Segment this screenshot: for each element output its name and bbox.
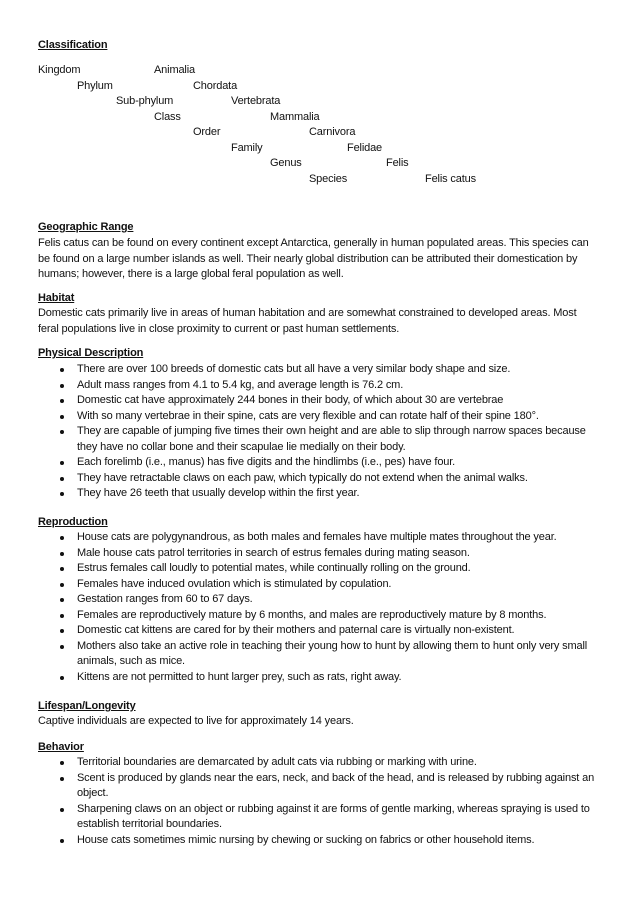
classification-rank: Sub-phylum	[116, 95, 174, 107]
classification-rank: Class	[154, 111, 181, 123]
list-item: Estrus females call loudly to potential mates, while continually rolling on the ground.	[38, 561, 598, 577]
list-item: House cats are polygynandrous, as both males and females have multiple mates throughout the year.	[38, 530, 598, 546]
classification-rank: Kingdom	[38, 64, 81, 76]
lifespan-text: Captive individuals are expected to live for approximately 14 years.	[38, 715, 354, 727]
list-item: Females have induced ovulation which is stimulated by copulation.	[38, 577, 598, 593]
reproduction-list	[38, 530, 598, 685]
classification-name: Carnivora	[309, 126, 356, 138]
classification-rank: Genus	[270, 157, 302, 169]
habitat-heading: Habitat	[38, 292, 75, 304]
classification-rank: Species	[309, 173, 348, 185]
list-item: Sharpening claws on an object or rubbing against it are forms of gentle marking, whereas spraying is used to establish territorial boundaries.	[38, 802, 598, 833]
classification-rank: Order	[193, 126, 221, 138]
classification-name: Felis	[386, 157, 409, 169]
behavior-list	[38, 755, 598, 848]
classification-name: Chordata	[193, 80, 238, 92]
list-item: Kittens are not permitted to hunt larger prey, such as rats, right away.	[38, 670, 598, 686]
list-item: With so many vertebrae in their spine, cats are very flexible and can rotate half of their spine 180°.	[38, 409, 598, 425]
classification-rank: Family	[231, 142, 263, 154]
geographic-range-text: Felis catus can be found on every continent except Antarctica, generally in human populated areas. This species can be found on a large number islands as well. Their nearly global distribution can be attributed their domestication by humans; however, there is a large global feral population as well.	[38, 237, 589, 280]
list-item: House cats sometimes mimic nursing by chewing or sucking on fabrics or other household items.	[38, 833, 598, 849]
behavior-heading: Behavior	[38, 741, 84, 753]
classification-name: Animalia	[154, 64, 195, 76]
list-item: Domestic cat have approximately 244 bones in their body, of which about 30 are vertebrae	[38, 393, 598, 409]
classification-name: Mammalia	[270, 111, 320, 123]
classification-rank: Phylum	[77, 80, 113, 92]
list-item: Gestation ranges from 60 to 67 days.	[38, 592, 598, 608]
classification-name: Felis catus	[425, 173, 476, 185]
habitat-text: Domestic cats primarily live in areas of human habitation and are somewhat constrained to developed areas. Most feral populations live in close proximity to current or past human settlements.	[38, 307, 577, 335]
list-item: They have retractable claws on each paw, which typically do not extend when the animal walks.	[38, 471, 598, 487]
list-item: Females are reproductively mature by 6 months, and males are reproductively mature by 8 months.	[38, 608, 598, 624]
classification-name: Felidae	[347, 142, 383, 154]
list-item: There are over 100 breeds of domestic cats but all have a very similar body shape and size.	[38, 362, 598, 378]
list-item: Territorial boundaries are demarcated by adult cats via rubbing or marking with urine.	[38, 755, 598, 771]
geographic-range-heading: Geographic Range	[38, 221, 134, 233]
list-item: They are capable of jumping five times their own height and are able to slip through narrow spaces because they have no collar bone and their scapulae lie medially on their body.	[38, 424, 598, 455]
list-item: They have 26 teeth that usually develop within the first year.	[38, 486, 598, 502]
physical-description-heading: Physical Description	[38, 347, 144, 359]
list-item: Adult mass ranges from 4.1 to 5.4 kg, and average length is 76.2 cm.	[38, 378, 598, 394]
list-item: Scent is produced by glands near the ears, neck, and back of the head, and is released by rubbing against an object.	[38, 771, 598, 802]
list-item: Domestic cat kittens are cared for by their mothers and paternal care is virtually non-existent.	[38, 623, 598, 639]
lifespan-heading: Lifespan/Longevity	[38, 700, 136, 712]
list-item: Mothers also take an active role in teaching their young how to hunt by allowing them to hunt only very small animals, such as mice.	[38, 639, 598, 670]
list-item: Male house cats patrol territories in search of estrus females during mating season.	[38, 546, 598, 562]
physical-description-list	[38, 362, 598, 502]
list-item: Each forelimb (i.e., manus) has five digits and the hindlimbs (i.e., pes) have four.	[38, 455, 598, 471]
reproduction-heading: Reproduction	[38, 516, 108, 528]
classification-name: Vertebrata	[231, 95, 281, 107]
classification-heading: Classification	[38, 39, 108, 51]
